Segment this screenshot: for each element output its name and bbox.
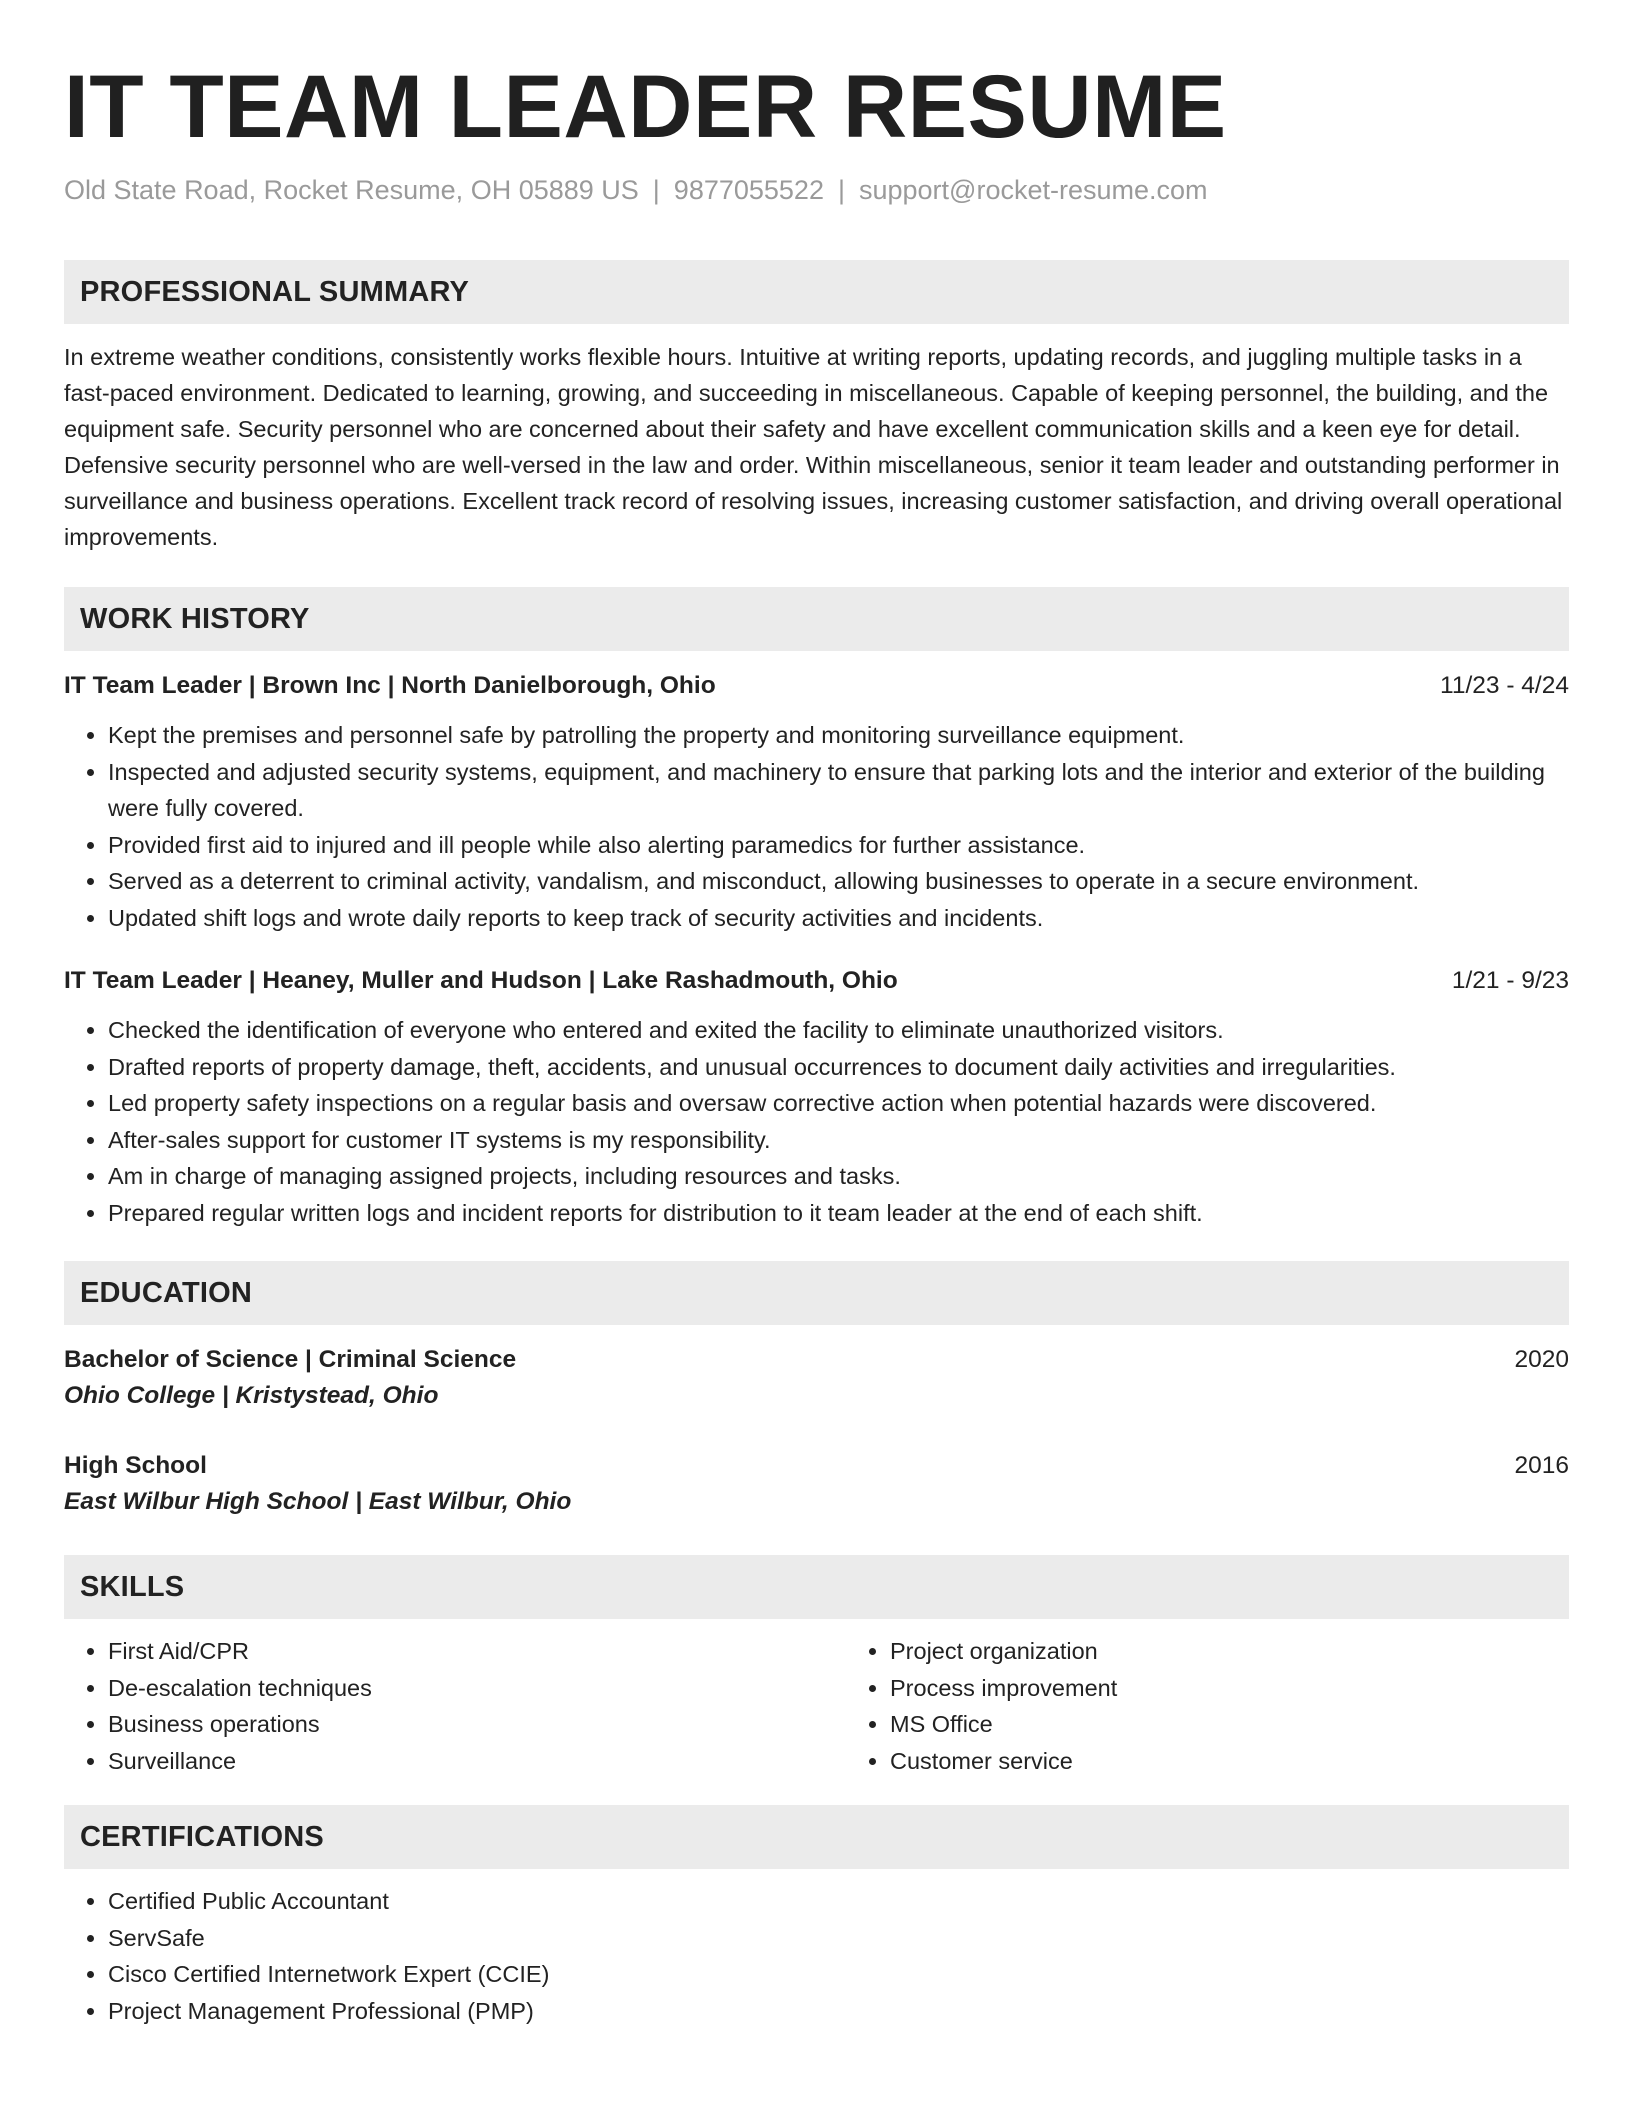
education-year: 2020 — [1514, 1346, 1569, 1373]
skills-list-right — [846, 1633, 1117, 1779]
job-entry — [64, 669, 1569, 936]
certification-item: • ServSafe — [108, 1920, 1569, 1957]
job-header — [64, 669, 1569, 703]
certification-item: • Cisco Certified Internetwork Expert (CCIE) — [108, 1956, 1569, 1993]
job-bullet: • Served as a deterrent to criminal activity, vandalism, and misconduct, allowing businesses to operate in a secure environment. — [108, 863, 1569, 900]
job-bullets — [64, 1012, 1569, 1231]
job-bullet: • Kept the premises and personnel safe by patrolling the property and monitoring surveillance equipment. — [108, 717, 1569, 754]
contact-address: Old State Road, Rocket Resume, OH 05889 US — [64, 175, 639, 205]
job-title: IT Team Leader | Heaney, Muller and Hudson | Lake Rashadmouth, Ohio — [64, 967, 898, 994]
skill-item: • Project organization — [890, 1633, 1117, 1670]
job-title: IT Team Leader | Brown Inc | North Danielborough, Ohio — [64, 672, 716, 699]
contact-separator: | — [652, 175, 660, 205]
contact-separator: | — [837, 175, 845, 205]
section-header-work-history — [64, 587, 1569, 651]
section-header-certifications — [64, 1805, 1569, 1869]
summary-text: In extreme weather conditions, consistently works flexible hours. Intuitive at writing reports, updating records, and juggling multiple tasks in a fast-paced environment. Dedicated to learning, growing, and succeeding in miscellaneous. Capable of keeping personnel, the building, and the equipment safe. Security personnel who are concerned about their safety and have excellent communication skills and a keen eye for detail. Defensive security personnel who are well-versed in the law and order. Within miscellaneous, senior it team leader and outstanding performer in surveillance and business operations. Excellent track record of resolving issues, increasing customer satisfaction, and driving overall operational improvements. — [64, 344, 1563, 550]
resume-title: IT TEAM LEADER RESUME — [64, 56, 1227, 156]
section-header-education — [64, 1261, 1569, 1325]
job-bullet: • Am in charge of managing assigned projects, including resources and tasks. — [108, 1158, 1569, 1195]
skill-item: • Process improvement — [890, 1670, 1117, 1707]
job-header — [64, 964, 1569, 998]
section-title-work-history: WORK HISTORY — [80, 602, 310, 635]
job-dates: 1/21 - 9/23 — [1451, 967, 1569, 994]
education-degree: Bachelor of Science | Criminal Science — [64, 1346, 517, 1373]
education-header — [64, 1343, 1569, 1377]
job-bullet: • Led property safety inspections on a regular basis and oversaw corrective action when potential hazards were discovered. — [108, 1085, 1569, 1122]
contact-email: support@rocket-resume.com — [858, 175, 1208, 205]
section-title-summary: PROFESSIONAL SUMMARY — [80, 275, 470, 308]
section-title-certifications: CERTIFICATIONS — [80, 1820, 324, 1853]
job-entry — [64, 964, 1569, 1231]
job-bullet: • After-sales support for customer IT systems is my responsibility. — [108, 1122, 1569, 1159]
skills-grid — [64, 1633, 1569, 1779]
section-header-summary — [64, 260, 1569, 324]
education-school: Ohio College | Kristystead, Ohio — [64, 1382, 439, 1409]
job-bullet: • Updated shift logs and wrote daily reports to keep track of security activities and incidents. — [108, 900, 1569, 937]
job-bullets — [64, 717, 1569, 936]
certification-item: • Certified Public Accountant — [108, 1883, 1569, 1920]
education-entry — [64, 1449, 1569, 1521]
section-header-skills — [64, 1555, 1569, 1619]
skill-item: • MS Office — [890, 1706, 1117, 1743]
job-bullet: • Drafted reports of property damage, theft, accidents, and unusual occurrences to document daily activities and irregularities. — [108, 1049, 1569, 1086]
contact-line — [64, 172, 1569, 208]
section-title-education: EDUCATION — [80, 1276, 253, 1309]
job-bullet: • Provided first aid to injured and ill people while also alerting paramedics for further assistance. — [108, 827, 1569, 864]
education-school: East Wilbur High School | East Wilbur, Ohio — [64, 1488, 572, 1515]
job-dates: 11/23 - 4/24 — [1440, 672, 1569, 699]
skill-item: • First Aid/CPR — [108, 1633, 846, 1670]
education-year: 2016 — [1514, 1452, 1569, 1479]
section-title-skills: SKILLS — [80, 1570, 185, 1603]
education-header — [64, 1449, 1569, 1483]
skill-item: • Surveillance — [108, 1743, 846, 1780]
skills-list-left — [64, 1633, 846, 1779]
certification-item: • Project Management Professional (PMP) — [108, 1993, 1569, 2030]
job-bullet: • Checked the identification of everyone who entered and exited the facility to eliminate unauthorized visitors. — [108, 1012, 1569, 1049]
contact-phone: 9877055522 — [673, 175, 824, 205]
skill-item: • De-escalation techniques — [108, 1670, 846, 1707]
skill-item: • Customer service — [890, 1743, 1117, 1780]
skill-item: • Business operations — [108, 1706, 846, 1743]
certifications-list — [64, 1883, 1569, 2029]
education-degree: High School — [64, 1452, 207, 1479]
job-bullet: • Inspected and adjusted security systems, equipment, and machinery to ensure that parking lots and the interior and exterior of the building were fully covered. — [108, 754, 1569, 827]
education-entry — [64, 1343, 1569, 1415]
job-bullet: • Prepared regular written logs and incident reports for distribution to it team leader at the end of each shift. — [108, 1195, 1569, 1232]
